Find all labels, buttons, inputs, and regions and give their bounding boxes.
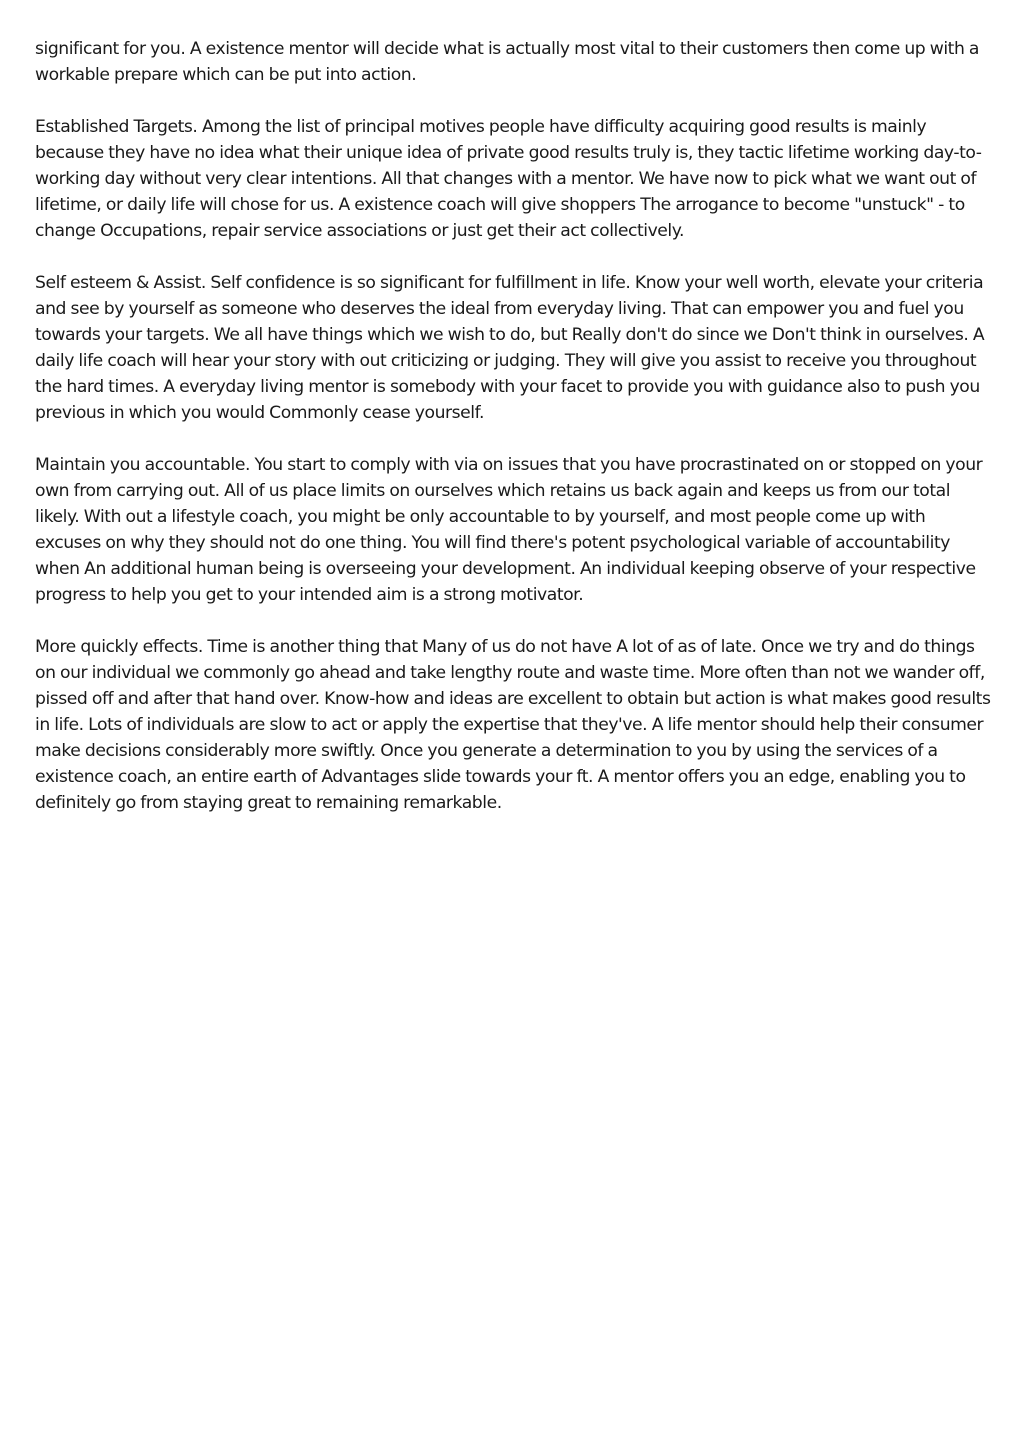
document-page [35,36,993,842]
paragraph-quicker-effects: More quickly effects. Time is another thing that Many of us do not have A lot of as of late. Once we try and do things on our individual we commonly go ahead and take lengthy route and waste time. More often than not we wander off, pissed off and after that hand over. Know-how and ideas are excellent to obtain but action is what makes good results in life. Lots of individuals are slow to act or apply the expertise that they've. A life mentor should help their consumer make decisions considerably more swiftly. Once you generate a determination to you by using the services of a existence coach, an entire earth of Advantages slide towards your ft. A mentor offers you an edge, enabling you to definitely go from staying great to remaining remarkable. [35,637,991,813]
paragraph-established-targets: Established Targets. Among the list of principal motives people have difficulty acquiring good results is mainly because they have no idea what their unique idea of private good results truly is, they tactic lifetime working day-to-working day without very clear intentions. All that changes with a mentor. We have now to pick what we want out of lifetime, or daily life will chose for us. A existence coach will give shoppers The arrogance to become "unstuck" - to change Occupations, repair service associations or just get their act collectively. [35,117,982,241]
paragraph-accountability: Maintain you accountable. You start to comply with via on issues that you have procrastinated on or stopped on your own from carrying out. All of us place limits on ourselves which retains us back again and keeps us from our total likely. With out a lifestyle coach, you might be only accountable to by yourself, and most people come up with excuses on why they should not do one thing. You will find there's potent psychological variable of accountability when An additional human being is overseeing your development. An individual keeping observe of your respective progress to help you get to your intended aim is a strong motivator. [35,455,983,605]
paragraph-intro-continuation: significant for you. A existence mentor will decide what is actually most vital to their customers then come up with a workable prepare which can be put into action. [35,39,980,85]
paragraph-self-esteem: Self esteem & Assist. Self confidence is so significant for fulfillment in life. Know your well worth, elevate your criteria and see by yourself as someone who deserves the ideal from everyday living. That can empower you and fuel you towards your targets. We all have things which we wish to do, but Really don't do since we Don't think in ourselves. A daily life coach will hear your story with out criticizing or judging. They will give you assist to receive you throughout the hard times. A everyday living mentor is somebody with your facet to provide you with guidance also to push you previous in which you would Commonly cease yourself. [35,273,985,423]
